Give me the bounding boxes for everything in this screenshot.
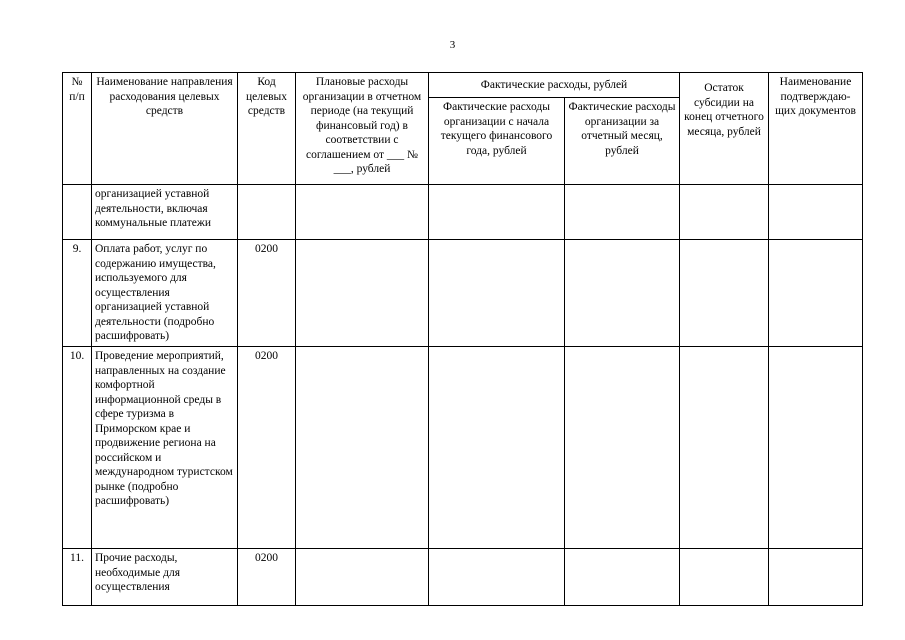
cell-actual-ytd <box>429 185 565 240</box>
row-code <box>238 185 296 240</box>
cell-actual-month <box>565 549 680 606</box>
cell-actual-ytd <box>429 549 565 606</box>
row-code: 0200 <box>238 549 296 606</box>
cell-planned <box>296 240 429 347</box>
cell-planned <box>296 549 429 606</box>
header-direction: Наименование направления расходования целевых средств <box>92 73 238 185</box>
cell-planned <box>296 347 429 549</box>
cell-actual-month <box>565 347 680 549</box>
cell-documents <box>769 549 863 606</box>
row-name: Проведение мероприятий, направленных на создание комфортной информационной среды в сфере туризма в Приморском крае и продвижение региона на российском и международном туристском рынке (подробно расшифровать) <box>92 347 238 549</box>
header-planned: Плановые расходы организации в отчетном периоде (на текущий финансовый год) в соответствии с соглашением от ___ № ___, рублей <box>296 73 429 185</box>
header-num: № п/п <box>63 73 92 185</box>
cell-balance <box>680 347 769 549</box>
header-actual-month: Фактические расходы организации за отчетный месяц, рублей <box>565 98 680 185</box>
row-name: Оплата работ, услуг по содержанию имущества, используемого для осуществления организацией уставной деятельности (подробно расшифровать) <box>92 240 238 347</box>
cell-documents <box>769 347 863 549</box>
cell-actual-ytd <box>429 240 565 347</box>
row-num: 9. <box>63 240 92 347</box>
header-actual-ytd: Фактические расходы организации с начала текущего финансового года, рублей <box>429 98 565 185</box>
table-row <box>63 347 863 549</box>
table-row <box>63 185 863 240</box>
table-row <box>63 240 863 347</box>
header-code: Код целевых средств <box>238 73 296 185</box>
expense-report-table <box>62 72 863 606</box>
header-balance: Остаток субсидии на конец отчетного месяца, рублей <box>680 73 769 185</box>
table-row <box>63 549 863 606</box>
cell-actual-month <box>565 240 680 347</box>
cell-balance <box>680 549 769 606</box>
cell-balance <box>680 185 769 240</box>
row-name: Прочие расходы, необходимые для осуществления <box>92 549 238 606</box>
row-num <box>63 185 92 240</box>
cell-balance <box>680 240 769 347</box>
row-name: организацией уставной деятельности, включая коммунальные платежи <box>92 185 238 240</box>
row-num: 11. <box>63 549 92 606</box>
cell-documents <box>769 240 863 347</box>
row-code: 0200 <box>238 347 296 549</box>
cell-planned <box>296 185 429 240</box>
table-header-row <box>63 73 863 98</box>
page-number: 3 <box>449 39 456 51</box>
row-num: 10. <box>63 347 92 549</box>
row-code: 0200 <box>238 240 296 347</box>
cell-documents <box>769 185 863 240</box>
cell-actual-month <box>565 185 680 240</box>
header-documents: Наименование подтверждаю-щих документов <box>769 73 863 185</box>
header-actual-group: Фактические расходы, рублей <box>429 73 680 98</box>
cell-actual-ytd <box>429 347 565 549</box>
